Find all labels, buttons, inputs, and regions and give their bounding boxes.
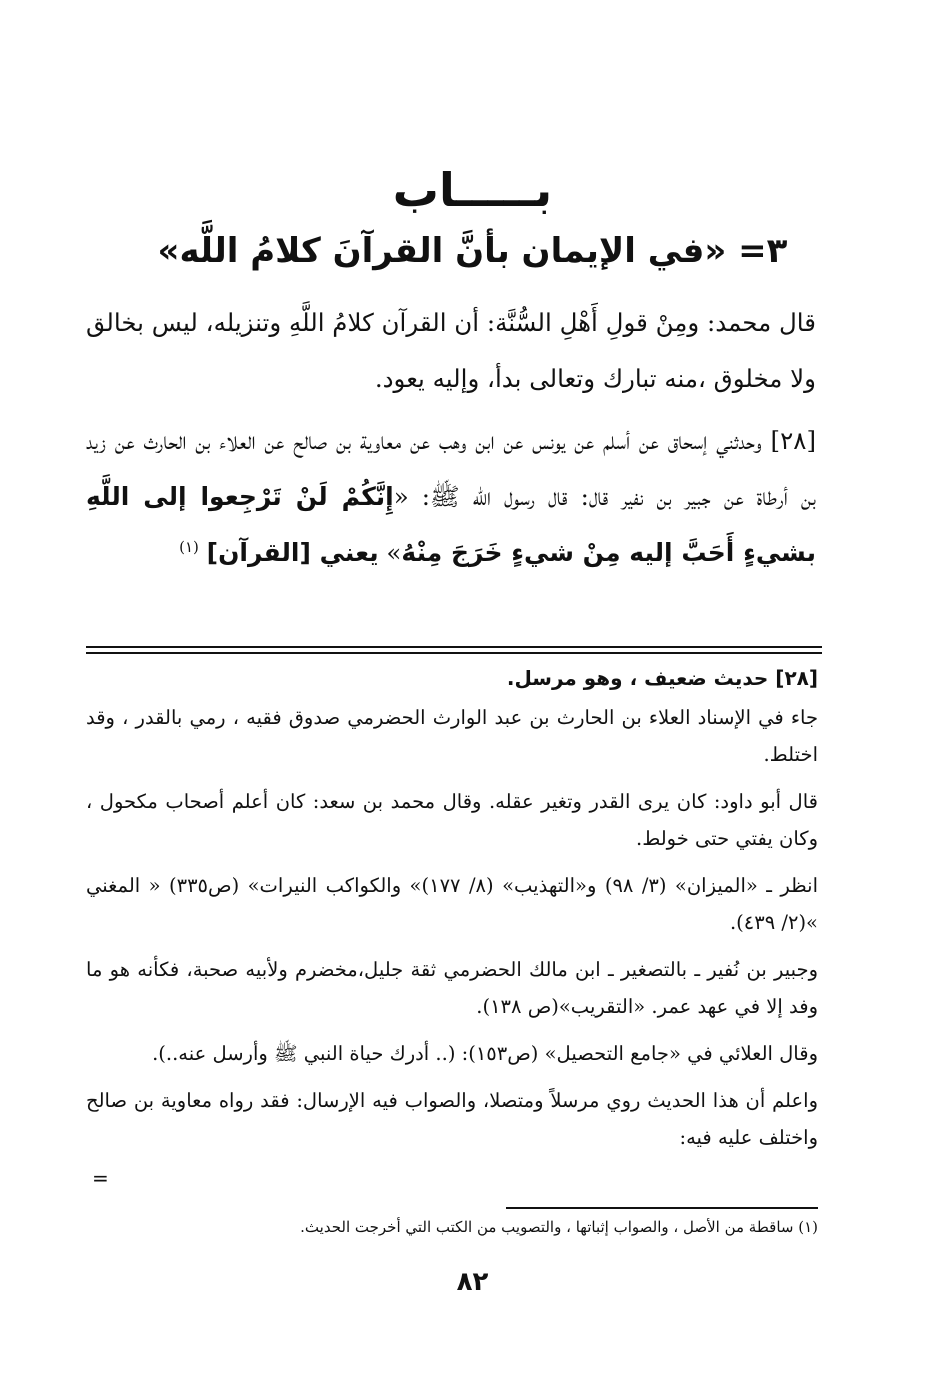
chapter-title: ٣= «في الإيمان بأنَّ القرآنَ كلامُ اللَّه» [157, 231, 788, 271]
note-item: انظر ـ «الميزان» (٣/ ٩٨) و«التهذيب» (٨/ ١٧٧)» والكواكب النيرات» (ص٣٣٥) « المغني »(٢/ ٤٣٩). [86, 874, 818, 934]
hadith-text: إِنَّكُمْ لَنْ تَرْجِعوا إلى اللَّهِ بشيءٍ أَحَبَّ إليه مِنْ شيءٍ خَرَجَ مِنْهُ [86, 482, 816, 567]
separator-rule-top [86, 646, 822, 648]
note-item: وقال العلائي في «جامع التحصيل» (ص١٥٣): (.. أدرك حياة النبي ﷺ وأرسل عنه..). [152, 1042, 818, 1065]
commentary-notes [86, 660, 818, 1166]
hadith-close-quote: » [378, 538, 402, 567]
main-paragraph-2 [86, 413, 816, 581]
separator-rule-bottom [86, 652, 822, 654]
note-heading: [٢٨] حديث ضعيف ، وهو مرسل. [506, 666, 818, 690]
chapter-heading: بـــــاب [392, 163, 553, 217]
page-number: ٨٢ [456, 1267, 489, 1297]
main-text [86, 295, 816, 581]
continuation-mark: = [92, 1166, 109, 1190]
note-item: قال أبو داود: كان يرى القدر وتغير عقله. وقال محمد بن سعد: كان أعلم أصحاب مكحول ، وكان يفتي حتى خولط. [86, 790, 818, 850]
note-item: واعلم أن هذا الحديث روي مرسلاً ومتصلا، والصواب فيه الإرسال: فقد رواه معاوية بن صالح واختلف عليه فيه: [86, 1089, 818, 1149]
main-paragraph-1: قال محمد: ومِنْ قولِ أَهْلِ السُّنَّة: أن القرآن كلامُ اللَّهِ وتنزيله، ليس بخالق ولا مخلوق ،منه تبارك وتعالى بدأ، وإليه يعود. [86, 308, 816, 393]
note-item: جاء في الإسناد العلاء بن الحارث بن عبد الوارث الحضرمي صدوق فقيه ، رمي بالقدر ، وقد اختلط. [86, 706, 818, 766]
footnote-ref: (١) [179, 537, 199, 556]
hadith-isnad: [٢٨] وحدثني إسحاق عن أسلم عن يونس عن ابن وهب عن معاوية بن صالح عن العلاء بن الحارث عن زيد بن أرطاة عن جبير بن نفير قال: قال رسول الله ﷺ: « [86, 426, 816, 511]
footnote-rule [506, 1207, 818, 1209]
hadith-gloss: يعني [القرآن] [206, 538, 379, 567]
note-item: وجبير بن نُفير ـ بالتصغير ـ ابن مالك الحضرمي ثقة جليل،مخضرم ولأبيه صحبة، فكأنه هو ما وفد إلا في عهد عمر. «التقريب»(ص ١٣٨). [86, 958, 818, 1018]
footnote: (١) ساقطة من الأصل ، والصواب إثباتها ، والتصويب من الكتب التي أخرجت الحديث. [300, 1218, 818, 1236]
